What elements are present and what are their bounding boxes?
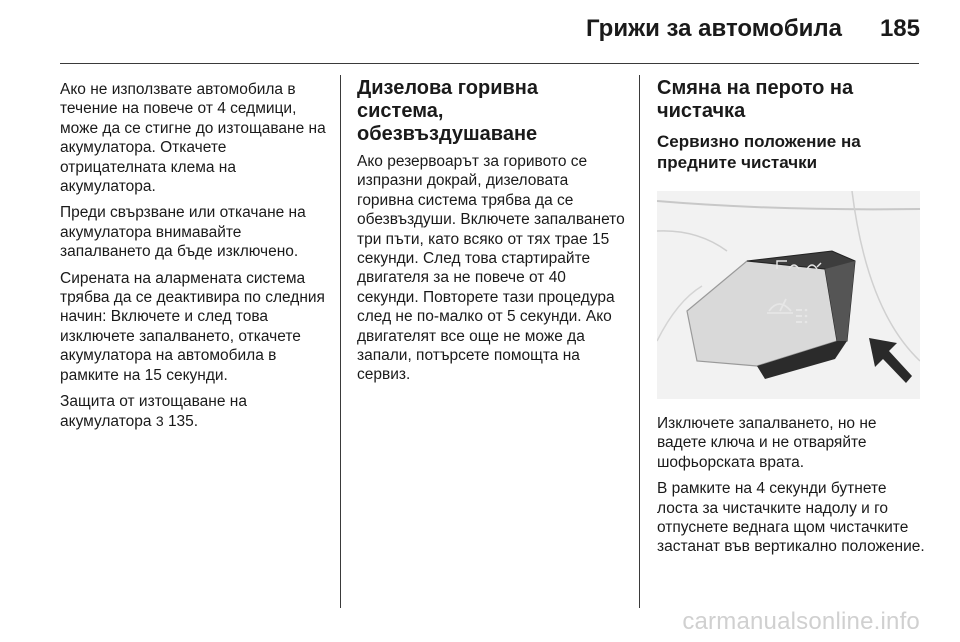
column-left — [60, 80, 335, 438]
paragraph: Изключете запалването, но не вадете ключа и не отваряйте шофьорската врата. — [657, 415, 877, 471]
cross-reference — [60, 392, 335, 431]
xref-page[interactable]: 135. — [167, 412, 199, 430]
section-heading: Дизелова горивна система, обезвъздушаване — [357, 77, 539, 145]
header-divider — [60, 63, 919, 64]
column-middle — [357, 77, 625, 392]
page-number: 185 — [879, 15, 920, 42]
xref-text: Защита от изтощаване на акумулатора — [60, 393, 247, 430]
sub-heading: Сервизно положение на предните чистачки — [657, 132, 861, 172]
paragraph: Сирената на алармената система трябва да се деактивира по следния начин: Включете и след това изключете запалването, откачете акумулатора на автомобила в рамките на 15 секунди. — [60, 269, 325, 384]
wiper-lever-illustration — [657, 191, 920, 399]
paragraph: В рамките на 4 секунди бутнете лоста за чистачките надолу и го отпуснете веднага щом чистачките застанат във вертикално положение. — [657, 480, 925, 556]
column-divider-2 — [639, 75, 640, 608]
section-heading: Смяна на перото на чистачка — [657, 77, 854, 122]
watermark: carmanualsonline.info — [682, 608, 920, 635]
paragraph: Ако резервоарът за горивото се изпразни докрай, дизеловата горивна система трябва да се обезвъздуши. Включете запалването три пъти, като всяко от тях трае 15 секунди. След това стартирайте двигателя за не повече от 40 секунди. Повторете тази процедура след не по-малко от 5 секунди. Ако двигателят все още не може да запали, потърсете помощта на сервиз. — [357, 153, 625, 384]
column-divider-1 — [340, 75, 341, 608]
column-right — [657, 77, 925, 564]
paragraph: Ако не използвате автомобила в течение на повече от 4 седмици, може да се стигне до изтощаване на акумулатора. Откачете отрицателната клема на акумулатора. — [60, 81, 326, 196]
arrow-reference-icon: 3 — [155, 412, 164, 429]
paragraph: Преди свързване или откачане на акумулатора внимавайте запалването да бъде изключено. — [60, 204, 306, 261]
page-header-title: Грижи за автомобила — [585, 15, 842, 42]
